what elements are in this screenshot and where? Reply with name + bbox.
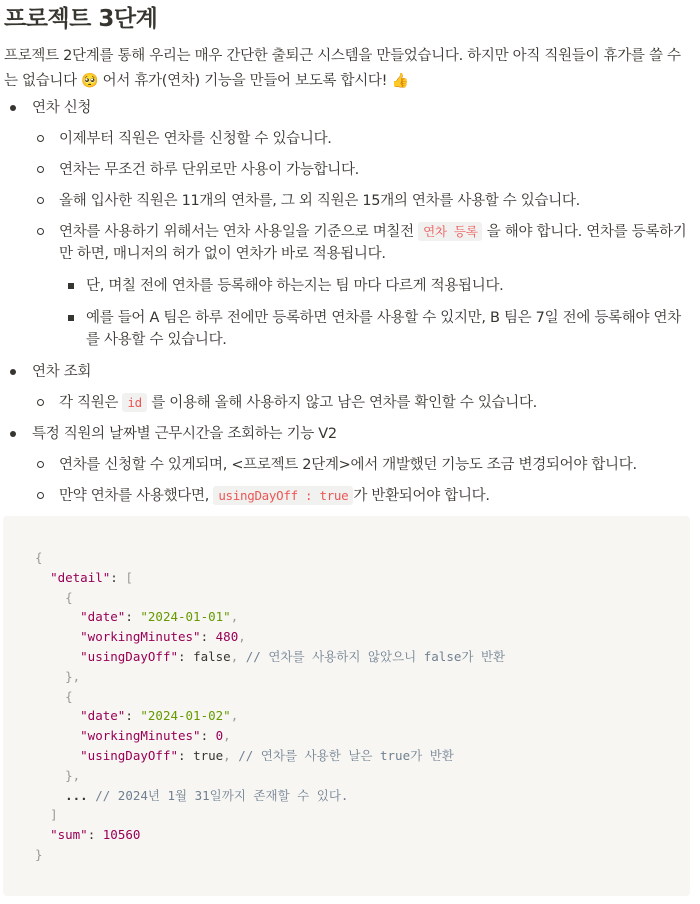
- code-block[interactable]: [3, 516, 690, 896]
- list-item-label: 이제부터 직원은 연차를 신청할 수 있습니다.: [59, 131, 332, 147]
- code-token: [: [125, 569, 133, 585]
- page-title: 프로젝트 3단계: [4, 6, 158, 32]
- inline-code-leave-register: 연차 등록: [418, 222, 482, 241]
- pleading-face-emoji-icon: 🥺: [81, 73, 99, 89]
- code-comment: // 연차를 사용한 날은 true가 반환: [238, 747, 454, 763]
- list-item-leave-request-1: [59, 128, 332, 150]
- list-item-leave-request-4: [59, 221, 689, 265]
- code-key-date: "date": [80, 609, 126, 625]
- code-token: ]: [50, 807, 58, 823]
- intro-text-2: 어서 휴가(연차) 기능을 만들어 보도록 합시다!: [98, 73, 388, 89]
- thumbs-up-emoji-icon: 👍: [391, 73, 409, 89]
- code-value: "2024-01-02": [140, 708, 231, 724]
- list-item-label: 를 이용해 올해 사용하지 않고 남은 연차를 확인할 수 있습니다.: [146, 395, 537, 411]
- code-value: true: [193, 747, 224, 763]
- intro-text-1: 프로젝트 2단계를 통해 우리는 매우 간단한 출퇴근 시스템을 만들었습니다. 하지만 아직 직원들이 휴가를 쓸 수는 없습니다: [4, 48, 681, 89]
- list-item-label: 연차를 신청할 수 있게되며, <프로젝트 2단계>에서 개발했던 기능도 조금 변경되어야 합니다.: [59, 457, 637, 473]
- list-item-label: 연차는 무조건 하루 단위로만 사용이 가능합니다.: [59, 162, 359, 178]
- code-token: {: [35, 550, 43, 565]
- list-item-label: 연차를 사용하기 위해서는 연차 사용일을 기준으로 며칠전: [59, 224, 419, 240]
- list-item-work-hours-v2-1: [59, 454, 637, 476]
- code-value: 10560: [102, 827, 141, 843]
- list-item-label: 만약 연차를 사용했다면,: [59, 488, 214, 504]
- intro-paragraph: [4, 44, 694, 94]
- code-key-sum: "sum": [50, 827, 88, 843]
- list-item-label: 특정 직원의 날짜별 근무시간을 조회하는 기능 V2: [32, 426, 337, 442]
- inline-code-using-day-off: usingDayOff : true: [213, 486, 353, 505]
- list-item-label: 단, 며칠 전에 연차를 등록해야 하는지는 팀 마다 다르게 적용됩니다.: [86, 278, 504, 294]
- code-key-date: "date": [80, 708, 126, 724]
- list-item-label: 가 반환되어야 합니다.: [353, 488, 490, 504]
- code-value: false: [193, 648, 231, 664]
- list-item-leave-request-2: [59, 159, 359, 181]
- code-comment: // 2024년 1월 31일까지 존재할 수 있다.: [95, 787, 349, 803]
- json-code: { "detail": [ { "date": "2024-01-01", "workingMinutes": 480, "usingDayOff": false, // 연차를 사용하지 않았으니 false가 반환 }, { "date": "2024-01-02", "workingMinutes": 0, "usingDayOff": true, // 연차를 사용한 날은 true가 반환 }, ... // 2024년 1월 31일까지 존재할 수 있다. ] "sum": 10560 }: [35, 550, 506, 862]
- list-item-label: 을 해야 합니다. 연차를 등록하기만 하면, 매니저의 허가 없이 연차가 바로 적용됩니다.: [59, 224, 687, 262]
- list-item-label: 연차 조회: [32, 364, 92, 380]
- list-item-label: 각 직원은: [59, 395, 123, 411]
- inline-code-id: id: [122, 393, 146, 412]
- list-item-leave-query: [32, 361, 91, 383]
- code-value: 480: [215, 629, 239, 645]
- list-item-leave-request: [32, 97, 91, 119]
- code-value: "2024-01-01": [140, 609, 231, 625]
- list-item-work-hours-v2: [32, 423, 337, 445]
- list-item-label: 연차 신청: [32, 100, 92, 116]
- code-key-working-minutes: "workingMinutes": [80, 629, 201, 645]
- list-item-leave-request-4a: [86, 275, 504, 297]
- code-key-using-day-off: "usingDayOff": [80, 648, 178, 664]
- code-key-detail: "detail": [50, 569, 111, 585]
- code-key-working-minutes: "workingMinutes": [80, 728, 201, 744]
- list-item-leave-request-4b: [86, 307, 686, 351]
- code-token: }: [35, 846, 43, 862]
- list-item-label: 예를 들어 A 팀은 하루 전에만 등록하면 연차를 사용할 수 있지만, B 팀은 7일 전에 등록해야 연차를 사용할 수 있습니다.: [86, 310, 681, 348]
- code-value: 0: [215, 728, 224, 744]
- list-item-leave-query-1: [59, 392, 537, 414]
- code-comment: // 연차를 사용하지 않았으니 false가 반환: [245, 648, 506, 664]
- list-item-label: 올해 입사한 직원은 11개의 연차를, 그 외 직원은 15개의 연차를 사용할 수 있습니다.: [59, 193, 580, 209]
- list-item-work-hours-v2-2: [59, 485, 490, 507]
- code-ellipsis: ...: [65, 787, 88, 803]
- code-key-using-day-off: "usingDayOff": [80, 747, 178, 763]
- list-item-leave-request-3: [59, 190, 580, 212]
